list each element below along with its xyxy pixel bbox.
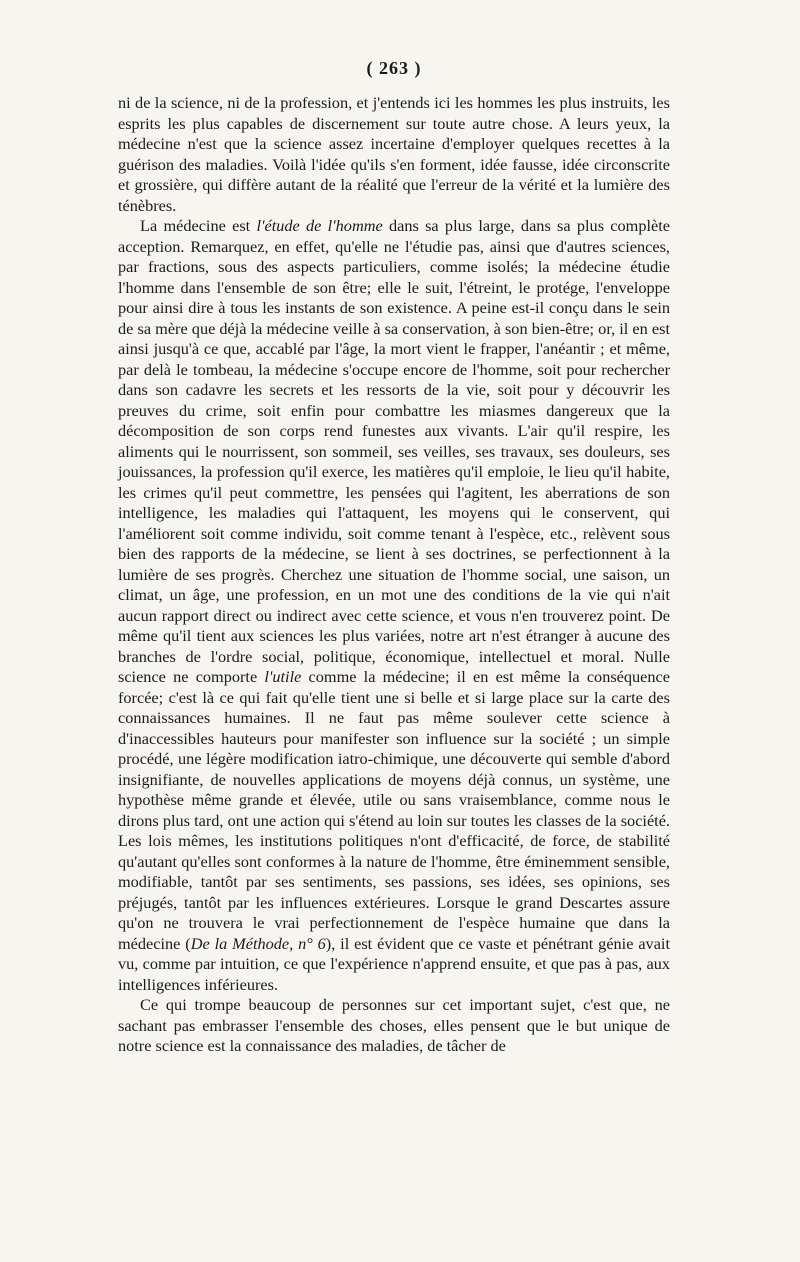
paragraph-1 — [118, 93, 670, 216]
paragraph-2-text: dans sa plus large, dans sa plus complète acception. Remarquez, en effet, qu'elle ne l'étudie pas, ainsi que d'autres sciences, par fractions, sous des aspects particuliers, comme isolés; la médecine étudie l'homme dans l'ensemble de son être; elle le suit, l'étreint, le protége, l'enveloppe pour ainsi dire à tous les instants de son existence. A peine est-il conçu dans le sein de sa mère que déjà la médecine veille à sa conservation, à son bien-être; or, il en est ainsi jusqu'à ce que, accablé par l'âge, la mort vient le frapper, l'anéantir ; et même, par delà le tombeau, la médecine s'occupe encore de l'homme, soit pour rechercher dans son cadavre les secrets et les ressorts de la vie, soit pour y découvrir les preuves du crime, soit enfin pour combattre les miasmes dangereux que la décomposition de son corps rend funestes aux vivants. L'air qu'il respire, les aliments qui le nourrissent, son sommeil, ses veilles, ses travaux, ses douleurs, ses jouissances, la profession qu'il exerce, les matières qu'il emploie, le lieu qu'il habite, les crimes qu'il peut commettre, les pensées qui l'agitent, les aberrations de son intelligence, les maladies qui l'attaquent, les moyens qui le conservent, qui l'améliorent soit comme individu, soit comme tenant à l'espèce, etc., relèvent sous bien des rapports de la médecine, se lient à ses doctrines, se perfectionnent à la lumière de ses progrès. Cherchez une situation de l'homme social, une saison, un climat, un âge, une profession, en un mot une des conditions de la vie qui n'ait aucun rapport direct ou indirect avec cette science, et vous n'en trouverez point. De même qu'il tient aux sciences les plus variées, notre art n'est étranger à aucune des branches de l'ordre social, politique, économique, intellectuel et moral. Nulle science ne comporte — [118, 216, 670, 686]
document-page — [118, 58, 670, 1057]
emphasis-etude-de-lhomme: l'étude de l'homme — [256, 216, 383, 235]
page-number: ( 263 ) — [366, 58, 422, 78]
paragraph-3-text: Ce qui trompe beaucoup de personnes sur cet important sujet, c'est que, ne sachant pas embrasser l'ensemble des choses, elles pensent que le but unique de notre science est la connaissance des maladies, de tâcher de — [118, 995, 670, 1055]
paragraph-1-text: ni de la science, ni de la profession, et j'entends ici les hommes les plus instruits, les esprits les plus capables de discernement sur toute autre chose. A leurs yeux, la médecine n'est que la science assez incertaine d'employer quelques recettes à la guérison des maladies. Voilà l'idée qu'ils s'en forment, idée fausse, idée circonscrite et grossière, qui diffère autant de la réalité que l'erreur de la vérité et la lumière des ténèbres. — [118, 93, 670, 215]
paragraph-3 — [118, 995, 670, 1057]
citation-de-la-methode: De la Méthode, n° 6 — [190, 933, 326, 953]
paragraph-2 — [118, 216, 670, 995]
paragraph-2-text: comme la médecine; il en est même la conséquence forcée; c'est là ce qui fait qu'elle tient une si belle et si large place sur la carte des connaissances humaines. Il ne faut pas même soulever cette science à d'inaccessibles hauteurs pour manifester son influence sur la société ; un simple procédé, une légère modification iatro-chimique, une découverte qui semble d'abord insignifiante, de nouvelles applications de moyens déjà connus, un système, une hypothèse même grande et élevée, utile ou sans vraisemblance, comme nous le dirons plus tard, ont une action qui s'étend au loin sur toutes les classes de la société. Les lois mêmes, les institutions politiques n'ont d'efficacité, de force, de stabilité qu'autant qu'elles sont conformes à la nature de l'homme, être éminemment sensible, modifiable, tantôt par ses sentiments, ses passions, ses idées, ses opinions, ses préjugés, tantôt par les influences extérieures. Lorsque le grand Descartes assure qu'on ne trouvera le vrai perfectionnement de l'espèce humaine que dans la médecine ( — [118, 667, 671, 953]
emphasis-lutile: l'utile — [264, 667, 302, 686]
paragraph-2-text: ), il est évident que ce vaste et pénétrant génie avait vu, comme par intuition, ce que l'expérience n'apprend ensuite, et que pas à pas, aux intelligences inférieures. — [118, 933, 670, 994]
paragraph-2-text: La médecine est — [140, 216, 257, 235]
